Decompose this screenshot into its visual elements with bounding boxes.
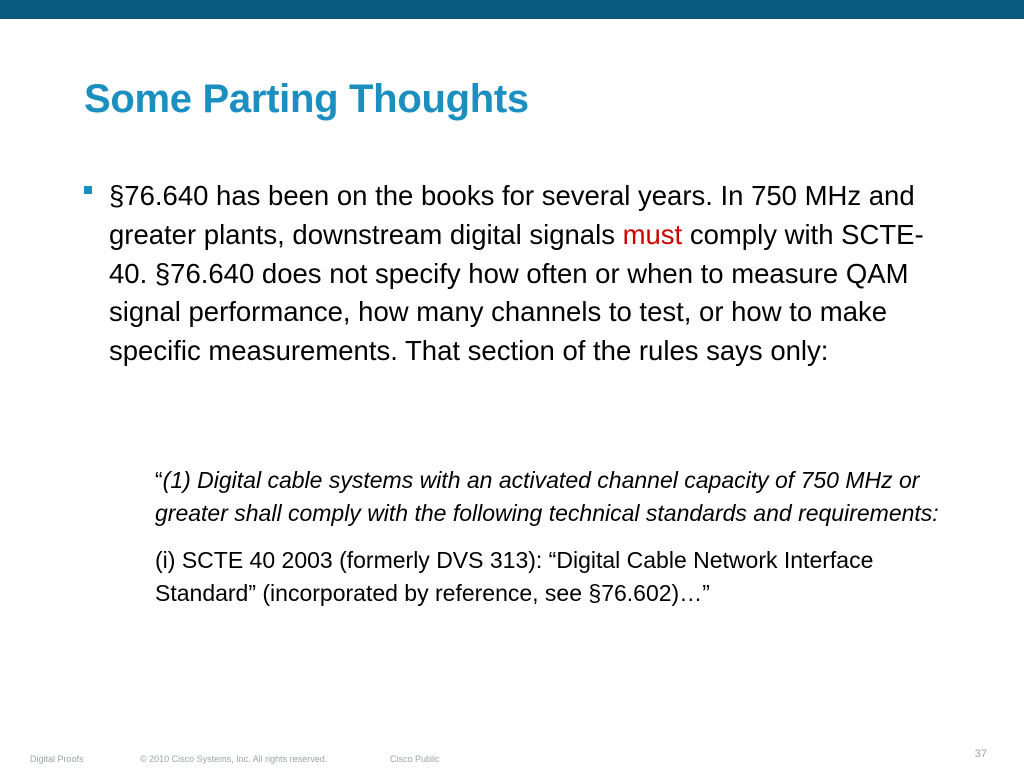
footer-classification: Cisco Public [390, 754, 440, 764]
bullet-text [109, 177, 954, 371]
bullet-text-start: §76.640 has been on the books for several years. In 750 MHz and greater plants, downstream digital signals [109, 180, 915, 250]
bullet-text-end: comply with SCTE-40. §76.640 does not specify how often or when to measure QAM signal performance, how many channels to test, or how to make specific measurements. That section of the rules says only: [109, 218, 924, 367]
quote-paragraph-2: (i) SCTE 40 2003 (formerly DVS 313): “Digital Cable Network Interface Standard” (incorporated by reference, see §76.602)…” [155, 547, 874, 606]
top-bar [0, 0, 1024, 19]
emphasis-must: must [622, 218, 683, 250]
quote-open-mark: “ [155, 467, 163, 493]
regulation-quote [155, 464, 965, 624]
square-bullet-icon [84, 186, 92, 194]
footer-copyright: © 2010 Cisco Systems, Inc. All rights reserved. [140, 754, 328, 764]
slide-title: Some Parting Thoughts [84, 77, 529, 121]
page-number: 37 [974, 748, 987, 760]
quote-paragraph-1-text: (1) Digital cable systems with an activated channel capacity of 750 MHz or greater shall comply with the following technical standards and requirements: [155, 467, 939, 526]
footer-label: Digital Proofs [30, 754, 84, 764]
quote-paragraph-1 [155, 464, 965, 530]
bullet-item [84, 177, 954, 371]
